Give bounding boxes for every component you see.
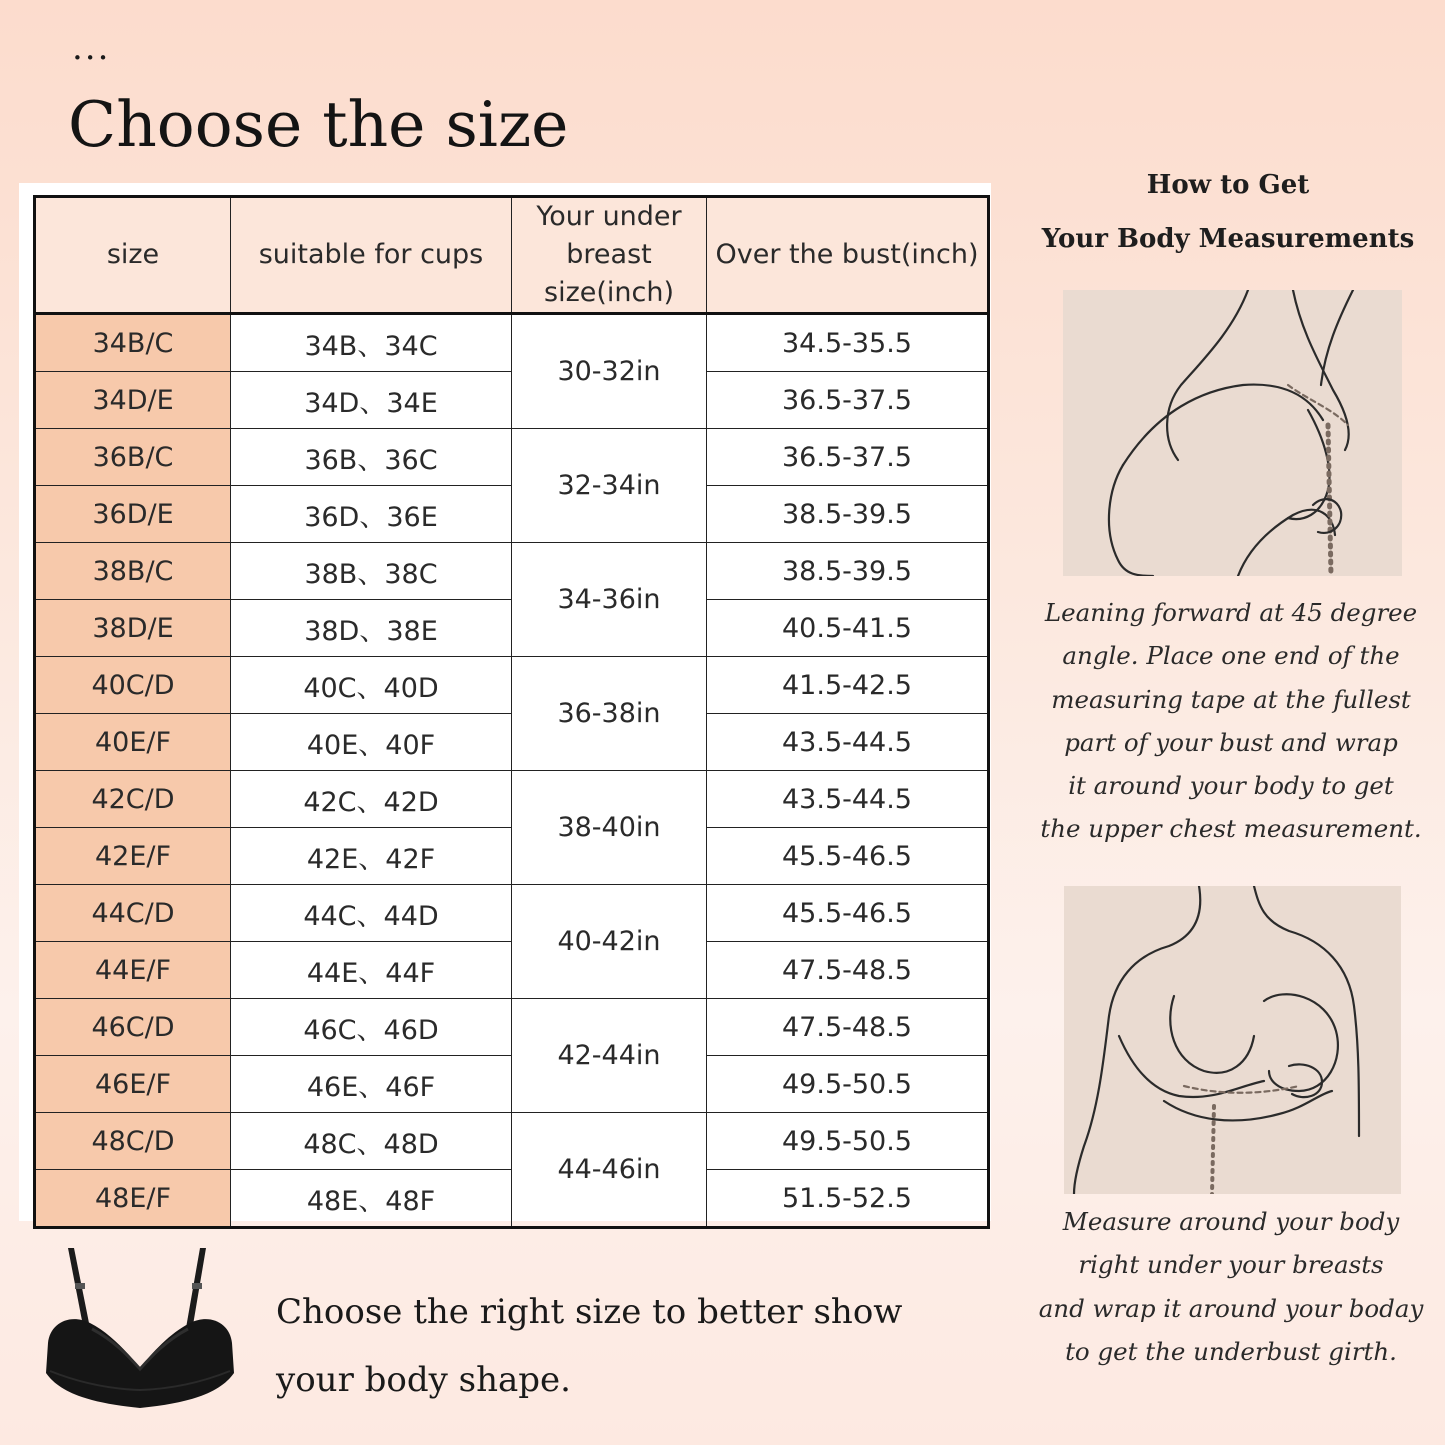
table-row — [35, 999, 989, 1056]
underbust-cell: 32-34in — [512, 429, 707, 543]
underbust-cell: 38-40in — [512, 771, 707, 885]
size-cell: 40C/D — [35, 657, 231, 714]
footer-message — [276, 1278, 916, 1414]
table-row — [35, 885, 989, 942]
guide-title-line: How to Get — [1146, 170, 1310, 200]
instruction-line: measuring tape at the fullest — [1051, 684, 1411, 714]
size-cell: 46C/D — [35, 999, 231, 1056]
cups-cell: 38D、38E — [231, 600, 512, 657]
bra-product-image — [40, 1243, 240, 1413]
guide-title-line: Your Body Measurements — [1041, 224, 1415, 254]
overbust-cell: 43.5-44.5 — [707, 771, 989, 828]
instruction-line: the upper chest measurement. — [1040, 814, 1422, 844]
header-underbust-line: Your under — [536, 201, 682, 232]
table-row — [35, 543, 989, 600]
instruction-line: part of your bust and wrap — [1064, 727, 1398, 757]
size-cell: 44E/F — [35, 942, 231, 999]
underbust-cell: 36-38in — [512, 657, 707, 771]
cups-cell: 40C、40D — [231, 657, 512, 714]
header-underbust-line: breast — [566, 239, 652, 270]
table-row — [35, 771, 989, 828]
size-cell: 48C/D — [35, 1113, 231, 1170]
overbust-cell: 45.5-46.5 — [707, 828, 989, 885]
cups-cell: 44C、44D — [231, 885, 512, 942]
underbust-cell: 34-36in — [512, 543, 707, 657]
overbust-cell: 49.5-50.5 — [707, 1113, 989, 1170]
cups-cell: 44E、44F — [231, 942, 512, 999]
cups-cell: 42C、42D — [231, 771, 512, 828]
instruction-line: it around your body to get — [1068, 771, 1394, 801]
size-cell: 44C/D — [35, 885, 231, 942]
size-cell: 36B/C — [35, 429, 231, 486]
overbust-cell: 40.5-41.5 — [707, 600, 989, 657]
size-cell: 34D/E — [35, 372, 231, 429]
overbust-cell: 51.5-52.5 — [707, 1170, 989, 1228]
cups-cell: 48E、48F — [231, 1170, 512, 1228]
size-cell: 34B/C — [35, 314, 231, 372]
underbust-cell: 40-42in — [512, 885, 707, 999]
size-cell: 42E/F — [35, 828, 231, 885]
table-row — [35, 657, 989, 714]
instruction-line: angle. Place one end of the — [1062, 641, 1400, 671]
header-cups: suitable for cups — [231, 197, 512, 314]
cups-cell: 38B、38C — [231, 543, 512, 600]
size-cell: 42C/D — [35, 771, 231, 828]
header-underbust — [512, 197, 707, 314]
underbust-cell: 30-32in — [512, 314, 707, 429]
cups-cell: 36B、36C — [231, 429, 512, 486]
size-table-panel — [19, 183, 991, 1221]
overbust-cell: 38.5-39.5 — [707, 543, 989, 600]
underbust-measurement-instructions — [1022, 1200, 1440, 1373]
bust-measurement-instructions — [1022, 591, 1440, 851]
footer-line: your body shape. — [276, 1360, 571, 1400]
header-size: size — [35, 197, 231, 314]
underbust-cell: 44-46in — [512, 1113, 707, 1228]
table-row — [35, 1113, 989, 1170]
overbust-cell: 41.5-42.5 — [707, 657, 989, 714]
table-row — [35, 314, 989, 372]
cups-cell: 42E、42F — [231, 828, 512, 885]
overbust-cell: 38.5-39.5 — [707, 486, 989, 543]
cups-cell: 36D、36E — [231, 486, 512, 543]
cups-cell: 34D、34E — [231, 372, 512, 429]
overbust-cell: 36.5-37.5 — [707, 372, 989, 429]
size-cell: 38B/C — [35, 543, 231, 600]
cups-cell: 46C、46D — [231, 999, 512, 1056]
ellipsis-dots: ... — [72, 28, 111, 68]
header-underbust-line: size(inch) — [544, 277, 674, 308]
underbust-cell: 42-44in — [512, 999, 707, 1113]
instruction-line: Measure around your body — [1062, 1207, 1400, 1236]
bust-measurement-illustration — [1063, 290, 1402, 576]
footer-line: Choose the right size to better show — [276, 1292, 903, 1332]
guide-title — [1022, 158, 1434, 266]
size-cell: 38D/E — [35, 600, 231, 657]
overbust-cell: 45.5-46.5 — [707, 885, 989, 942]
cups-cell: 48C、48D — [231, 1113, 512, 1170]
instruction-line: right under your breasts — [1078, 1250, 1384, 1280]
overbust-cell: 43.5-44.5 — [707, 714, 989, 771]
size-cell: 46E/F — [35, 1056, 231, 1113]
size-cell: 48E/F — [35, 1170, 231, 1228]
instruction-line: and wrap it around your boday — [1038, 1293, 1424, 1323]
cups-cell: 46E、46F — [231, 1056, 512, 1113]
cups-cell: 34B、34C — [231, 314, 512, 372]
page-title: Choose the size — [68, 88, 569, 161]
size-cell: 36D/E — [35, 486, 231, 543]
underbust-measurement-illustration — [1064, 886, 1401, 1194]
instruction-line: to get the underbust girth. — [1065, 1336, 1397, 1366]
size-chart-table — [33, 195, 990, 1229]
table-row — [35, 429, 989, 486]
overbust-cell: 49.5-50.5 — [707, 1056, 989, 1113]
size-cell: 40E/F — [35, 714, 231, 771]
overbust-cell: 47.5-48.5 — [707, 999, 989, 1056]
table-header-row — [35, 197, 989, 314]
overbust-cell: 34.5-35.5 — [707, 314, 989, 372]
instruction-line: Leaning forward at 45 degree — [1044, 598, 1418, 627]
overbust-cell: 47.5-48.5 — [707, 942, 989, 999]
overbust-cell: 36.5-37.5 — [707, 429, 989, 486]
cups-cell: 40E、40F — [231, 714, 512, 771]
header-overbust: Over the bust(inch) — [707, 197, 989, 314]
